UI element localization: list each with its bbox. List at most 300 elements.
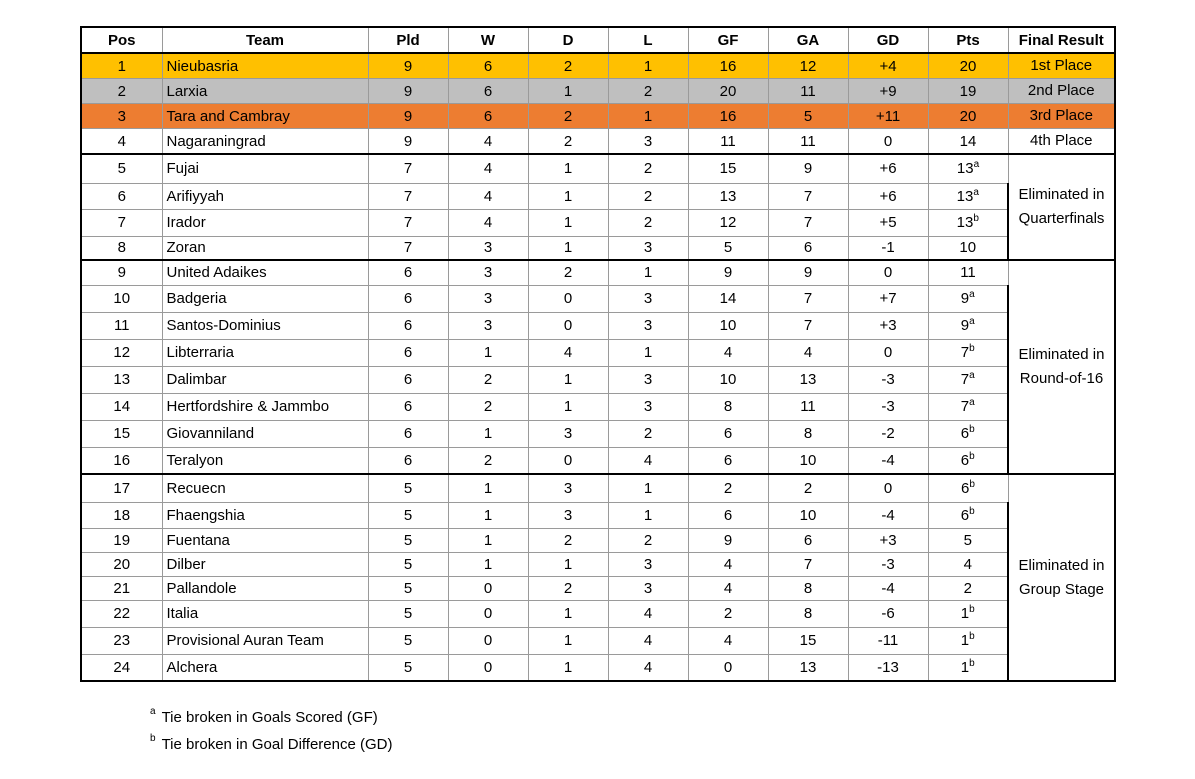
cell-team: Arifiyyah	[162, 183, 368, 209]
cell-pos: 8	[81, 236, 162, 260]
cell-l: 1	[608, 260, 688, 285]
cell-final-result: 1st Place	[1008, 53, 1115, 79]
cell-team: Pallandole	[162, 576, 368, 600]
cell-team: Fhaengshia	[162, 502, 368, 528]
pts-value: 14	[959, 132, 977, 150]
cell-pos: 22	[81, 600, 162, 627]
cell-gf: 9	[688, 260, 768, 285]
cell-l: 3	[608, 312, 688, 339]
cell-pld: 7	[368, 209, 448, 236]
cell-gf: 4	[688, 552, 768, 576]
cell-pts	[928, 79, 1008, 104]
cell-pld: 7	[368, 183, 448, 209]
cell-pos: 21	[81, 576, 162, 600]
cell-team: Recuecn	[162, 474, 368, 502]
pts-value: 13	[956, 160, 974, 178]
header-pld: Pld	[368, 27, 448, 53]
cell-final-result: 4th Place	[1008, 129, 1115, 155]
pts-value: 1	[960, 658, 970, 676]
cell-gf: 16	[688, 53, 768, 79]
cell-ga: 13	[768, 366, 848, 393]
cell-gd: +5	[848, 209, 928, 236]
cell-team: Fujai	[162, 154, 368, 183]
cell-pts	[928, 552, 1008, 576]
pts-value: 4	[963, 555, 972, 573]
cell-ga: 7	[768, 209, 848, 236]
header-final-result: Final Result	[1008, 27, 1115, 53]
pts-value: 6	[960, 506, 970, 524]
cell-l: 4	[608, 600, 688, 627]
tiebreak-mark: b	[969, 505, 975, 517]
cell-l: 4	[608, 447, 688, 474]
tiebreak-mark: a	[969, 289, 975, 300]
cell-w: 2	[448, 366, 528, 393]
cell-ga: 8	[768, 600, 848, 627]
cell-pos: 23	[81, 627, 162, 654]
cell-d: 1	[528, 600, 608, 627]
cell-gf: 13	[688, 183, 768, 209]
cell-team: Badgeria	[162, 285, 368, 312]
cell-l: 4	[608, 654, 688, 681]
cell-ga: 4	[768, 339, 848, 366]
cell-pts	[928, 129, 1008, 155]
cell-team: Provisional Auran Team	[162, 627, 368, 654]
cell-pos: 15	[81, 420, 162, 447]
cell-ga: 7	[768, 552, 848, 576]
cell-ga: 13	[768, 654, 848, 681]
cell-d: 4	[528, 339, 608, 366]
cell-pos: 11	[81, 312, 162, 339]
cell-d: 1	[528, 154, 608, 183]
cell-gd: -13	[848, 654, 928, 681]
cell-pld: 5	[368, 502, 448, 528]
pts-value: 20	[959, 107, 977, 125]
cell-w: 3	[448, 260, 528, 285]
cell-team: Giovanniland	[162, 420, 368, 447]
cell-w: 1	[448, 339, 528, 366]
cell-pts	[928, 53, 1008, 79]
cell-gd: +3	[848, 312, 928, 339]
cell-gf: 4	[688, 627, 768, 654]
cell-team: Larxia	[162, 79, 368, 104]
cell-w: 1	[448, 552, 528, 576]
cell-ga: 10	[768, 447, 848, 474]
cell-pld: 9	[368, 79, 448, 104]
cell-gd: -11	[848, 627, 928, 654]
cell-team: Hertfordshire & Jammbo	[162, 393, 368, 420]
pts-value: 6	[960, 451, 970, 469]
cell-ga: 7	[768, 285, 848, 312]
cell-gd: -4	[848, 576, 928, 600]
cell-team: Zoran	[162, 236, 368, 260]
footnotes	[150, 704, 393, 758]
cell-ga: 15	[768, 627, 848, 654]
cell-pts	[928, 209, 1008, 236]
table-row	[81, 576, 1115, 600]
cell-d: 3	[528, 420, 608, 447]
cell-pos: 18	[81, 502, 162, 528]
table-row	[81, 183, 1115, 209]
cell-pts	[928, 183, 1008, 209]
cell-ga: 2	[768, 474, 848, 502]
cell-final-result: 2nd Place	[1008, 79, 1115, 104]
pts-value: 1	[960, 605, 970, 622]
cell-ga: 9	[768, 154, 848, 183]
cell-final-result-group: Eliminated in Group Stage	[1008, 474, 1115, 681]
table-row	[81, 154, 1115, 183]
cell-w: 4	[448, 154, 528, 183]
table-row	[81, 339, 1115, 366]
cell-w: 2	[448, 447, 528, 474]
pts-value: 7	[960, 398, 970, 415]
cell-gf: 6	[688, 447, 768, 474]
cell-w: 1	[448, 528, 528, 552]
cell-w: 6	[448, 53, 528, 79]
cell-pos: 17	[81, 474, 162, 502]
cell-team: Tara and Cambray	[162, 104, 368, 129]
cell-l: 3	[608, 393, 688, 420]
cell-gf: 5	[688, 236, 768, 260]
cell-pos: 1	[81, 53, 162, 79]
header-d: D	[528, 27, 608, 53]
table-row	[81, 627, 1115, 654]
table-row	[81, 366, 1115, 393]
footnote-mark: b	[150, 733, 156, 744]
table-row	[81, 312, 1115, 339]
cell-d: 2	[528, 528, 608, 552]
cell-d: 2	[528, 53, 608, 79]
cell-team: United Adaikes	[162, 260, 368, 285]
cell-d: 0	[528, 447, 608, 474]
table-row	[81, 79, 1115, 104]
cell-pld: 5	[368, 576, 448, 600]
cell-ga: 11	[768, 129, 848, 155]
cell-pts	[928, 600, 1008, 627]
cell-pld: 6	[368, 260, 448, 285]
header-pos: Pos	[81, 27, 162, 53]
cell-pos: 4	[81, 129, 162, 155]
cell-w: 1	[448, 420, 528, 447]
cell-pld: 6	[368, 366, 448, 393]
cell-l: 2	[608, 183, 688, 209]
cell-pld: 6	[368, 339, 448, 366]
tiebreak-mark: b	[969, 450, 975, 462]
cell-d: 1	[528, 183, 608, 209]
cell-pld: 5	[368, 654, 448, 681]
cell-ga: 7	[768, 183, 848, 209]
pts-value: 19	[959, 82, 977, 100]
cell-pts	[928, 474, 1008, 502]
table-row	[81, 104, 1115, 129]
cell-final-result-group: Eliminated in Round-of-16	[1008, 260, 1115, 474]
cell-pld: 6	[368, 447, 448, 474]
cell-gd: -6	[848, 600, 928, 627]
cell-pos: 7	[81, 209, 162, 236]
cell-d: 1	[528, 209, 608, 236]
cell-gf: 10	[688, 366, 768, 393]
header-pts: Pts	[928, 27, 1008, 53]
footnote-text: Tie broken in Goal Difference (GD)	[161, 736, 393, 753]
cell-pos: 9	[81, 260, 162, 285]
cell-pts	[928, 339, 1008, 366]
cell-d: 3	[528, 502, 608, 528]
table-row	[81, 600, 1115, 627]
cell-l: 1	[608, 502, 688, 528]
cell-gf: 10	[688, 312, 768, 339]
pts-value: 11	[960, 264, 976, 282]
table-row	[81, 260, 1115, 285]
cell-ga: 11	[768, 393, 848, 420]
cell-l: 1	[608, 53, 688, 79]
cell-gf: 4	[688, 339, 768, 366]
cell-gf: 2	[688, 600, 768, 627]
cell-team: Irador	[162, 209, 368, 236]
cell-l: 3	[608, 366, 688, 393]
cell-pos: 13	[81, 366, 162, 393]
cell-pld: 7	[368, 236, 448, 260]
cell-l: 2	[608, 209, 688, 236]
header-gf: GF	[688, 27, 768, 53]
cell-w: 2	[448, 393, 528, 420]
cell-d: 2	[528, 260, 608, 285]
cell-pld: 9	[368, 129, 448, 155]
footnote-text: Tie broken in Goals Scored (GF)	[161, 709, 378, 726]
tiebreak-mark: b	[969, 604, 975, 615]
cell-gf: 4	[688, 576, 768, 600]
cell-w: 0	[448, 627, 528, 654]
tiebreak-mark: b	[969, 343, 975, 354]
cell-gf: 0	[688, 654, 768, 681]
cell-team: Nieubasria	[162, 53, 368, 79]
cell-d: 1	[528, 236, 608, 260]
cell-ga: 10	[768, 502, 848, 528]
pts-value: 9	[960, 290, 970, 307]
cell-l: 2	[608, 154, 688, 183]
pts-value: 9	[960, 317, 970, 334]
cell-gf: 16	[688, 104, 768, 129]
cell-gf: 6	[688, 502, 768, 528]
header-team: Team	[162, 27, 368, 53]
cell-l: 3	[608, 285, 688, 312]
cell-pos: 5	[81, 154, 162, 183]
cell-pld: 9	[368, 104, 448, 129]
cell-gd: +6	[848, 183, 928, 209]
footnote-a	[150, 704, 393, 731]
cell-gd: 0	[848, 339, 928, 366]
cell-pos: 12	[81, 339, 162, 366]
cell-l: 2	[608, 79, 688, 104]
cell-gd: +7	[848, 285, 928, 312]
table-row	[81, 447, 1115, 474]
cell-gf: 11	[688, 129, 768, 155]
cell-l: 3	[608, 129, 688, 155]
cell-ga: 8	[768, 576, 848, 600]
cell-l: 1	[608, 474, 688, 502]
cell-l: 1	[608, 339, 688, 366]
table-row	[81, 209, 1115, 236]
pts-value: 6	[960, 425, 970, 442]
table-row	[81, 552, 1115, 576]
header-row	[81, 27, 1115, 53]
cell-gd: 0	[848, 474, 928, 502]
table-row	[81, 236, 1115, 260]
table-row	[81, 285, 1115, 312]
cell-ga: 5	[768, 104, 848, 129]
tiebreak-mark: b	[969, 424, 975, 435]
cell-gd: +4	[848, 53, 928, 79]
cell-gd: -1	[848, 236, 928, 260]
cell-pts	[928, 260, 1008, 285]
pts-value: 1	[960, 632, 970, 649]
cell-d: 0	[528, 285, 608, 312]
standings-table	[80, 26, 1116, 682]
cell-gd: 0	[848, 129, 928, 155]
footnote-mark: a	[150, 706, 156, 717]
pts-value: 5	[963, 531, 972, 549]
cell-gf: 15	[688, 154, 768, 183]
cell-gd: -4	[848, 447, 928, 474]
cell-l: 2	[608, 528, 688, 552]
cell-w: 4	[448, 183, 528, 209]
cell-w: 0	[448, 654, 528, 681]
cell-pts	[928, 236, 1008, 260]
cell-w: 1	[448, 474, 528, 502]
cell-pos: 3	[81, 104, 162, 129]
cell-gf: 9	[688, 528, 768, 552]
table-body	[81, 53, 1115, 681]
table-row	[81, 502, 1115, 528]
table-row	[81, 654, 1115, 681]
header-ga: GA	[768, 27, 848, 53]
cell-team: Nagaraningrad	[162, 129, 368, 155]
cell-team: Teralyon	[162, 447, 368, 474]
cell-l: 3	[608, 236, 688, 260]
cell-team: Fuentana	[162, 528, 368, 552]
cell-gd: -2	[848, 420, 928, 447]
cell-pld: 6	[368, 393, 448, 420]
cell-d: 1	[528, 627, 608, 654]
header-w: W	[448, 27, 528, 53]
tiebreak-mark: a	[969, 316, 975, 327]
cell-ga: 8	[768, 420, 848, 447]
cell-gf: 20	[688, 79, 768, 104]
cell-team: Dalimbar	[162, 366, 368, 393]
cell-gd: +6	[848, 154, 928, 183]
cell-pld: 7	[368, 154, 448, 183]
cell-gd: 0	[848, 260, 928, 285]
cell-pld: 9	[368, 53, 448, 79]
cell-pos: 19	[81, 528, 162, 552]
cell-l: 1	[608, 104, 688, 129]
cell-pts	[928, 502, 1008, 528]
cell-w: 1	[448, 502, 528, 528]
tiebreak-mark: a	[973, 159, 980, 171]
pts-value: 7	[960, 371, 970, 388]
tiebreak-mark: b	[969, 657, 975, 669]
cell-pos: 2	[81, 79, 162, 104]
cell-gf: 6	[688, 420, 768, 447]
cell-l: 4	[608, 627, 688, 654]
cell-pld: 6	[368, 285, 448, 312]
cell-team: Italia	[162, 600, 368, 627]
table-row	[81, 528, 1115, 552]
pts-value: 2	[963, 579, 972, 597]
cell-pld: 5	[368, 600, 448, 627]
cell-d: 1	[528, 552, 608, 576]
cell-d: 2	[528, 104, 608, 129]
cell-gd: -4	[848, 502, 928, 528]
table-row	[81, 393, 1115, 420]
cell-gf: 8	[688, 393, 768, 420]
cell-w: 6	[448, 104, 528, 129]
pts-value: 7	[960, 344, 970, 361]
cell-pts	[928, 393, 1008, 420]
cell-pos: 24	[81, 654, 162, 681]
table-row	[81, 129, 1115, 155]
cell-pts	[928, 104, 1008, 129]
cell-w: 3	[448, 236, 528, 260]
cell-ga: 11	[768, 79, 848, 104]
cell-final-result-group: Eliminated in Quarterfinals	[1008, 154, 1115, 260]
cell-pts	[928, 627, 1008, 654]
cell-l: 3	[608, 576, 688, 600]
cell-d: 2	[528, 576, 608, 600]
cell-pts	[928, 576, 1008, 600]
cell-d: 0	[528, 312, 608, 339]
pts-value: 13	[956, 187, 974, 205]
cell-w: 4	[448, 129, 528, 155]
tiebreak-mark: a	[969, 397, 975, 408]
cell-w: 4	[448, 209, 528, 236]
cell-pos: 6	[81, 183, 162, 209]
cell-team: Dilber	[162, 552, 368, 576]
tiebreak-mark: b	[969, 478, 975, 490]
cell-d: 1	[528, 366, 608, 393]
header-l: L	[608, 27, 688, 53]
cell-ga: 12	[768, 53, 848, 79]
pts-value: 6	[961, 479, 970, 497]
tiebreak-mark: b	[969, 631, 975, 642]
cell-pld: 5	[368, 528, 448, 552]
pts-value: 20	[959, 57, 977, 75]
header-gd: GD	[848, 27, 928, 53]
cell-gf: 14	[688, 285, 768, 312]
cell-gd: +3	[848, 528, 928, 552]
cell-l: 2	[608, 420, 688, 447]
cell-ga: 6	[768, 236, 848, 260]
cell-w: 0	[448, 576, 528, 600]
cell-pos: 14	[81, 393, 162, 420]
cell-pos: 10	[81, 285, 162, 312]
tiebreak-mark: a	[973, 186, 979, 198]
cell-pts	[928, 285, 1008, 312]
cell-team: Santos-Dominius	[162, 312, 368, 339]
cell-pos: 16	[81, 447, 162, 474]
cell-ga: 6	[768, 528, 848, 552]
cell-pts	[928, 447, 1008, 474]
cell-final-result: 3rd Place	[1008, 104, 1115, 129]
pts-value: 10	[959, 239, 977, 257]
cell-d: 1	[528, 79, 608, 104]
cell-gd: +9	[848, 79, 928, 104]
cell-pld: 5	[368, 552, 448, 576]
cell-ga: 9	[768, 260, 848, 285]
cell-pts	[928, 654, 1008, 681]
cell-gd: -3	[848, 393, 928, 420]
cell-team: Libterraria	[162, 339, 368, 366]
cell-gd: +11	[848, 104, 928, 129]
pts-value: 13	[956, 214, 974, 231]
